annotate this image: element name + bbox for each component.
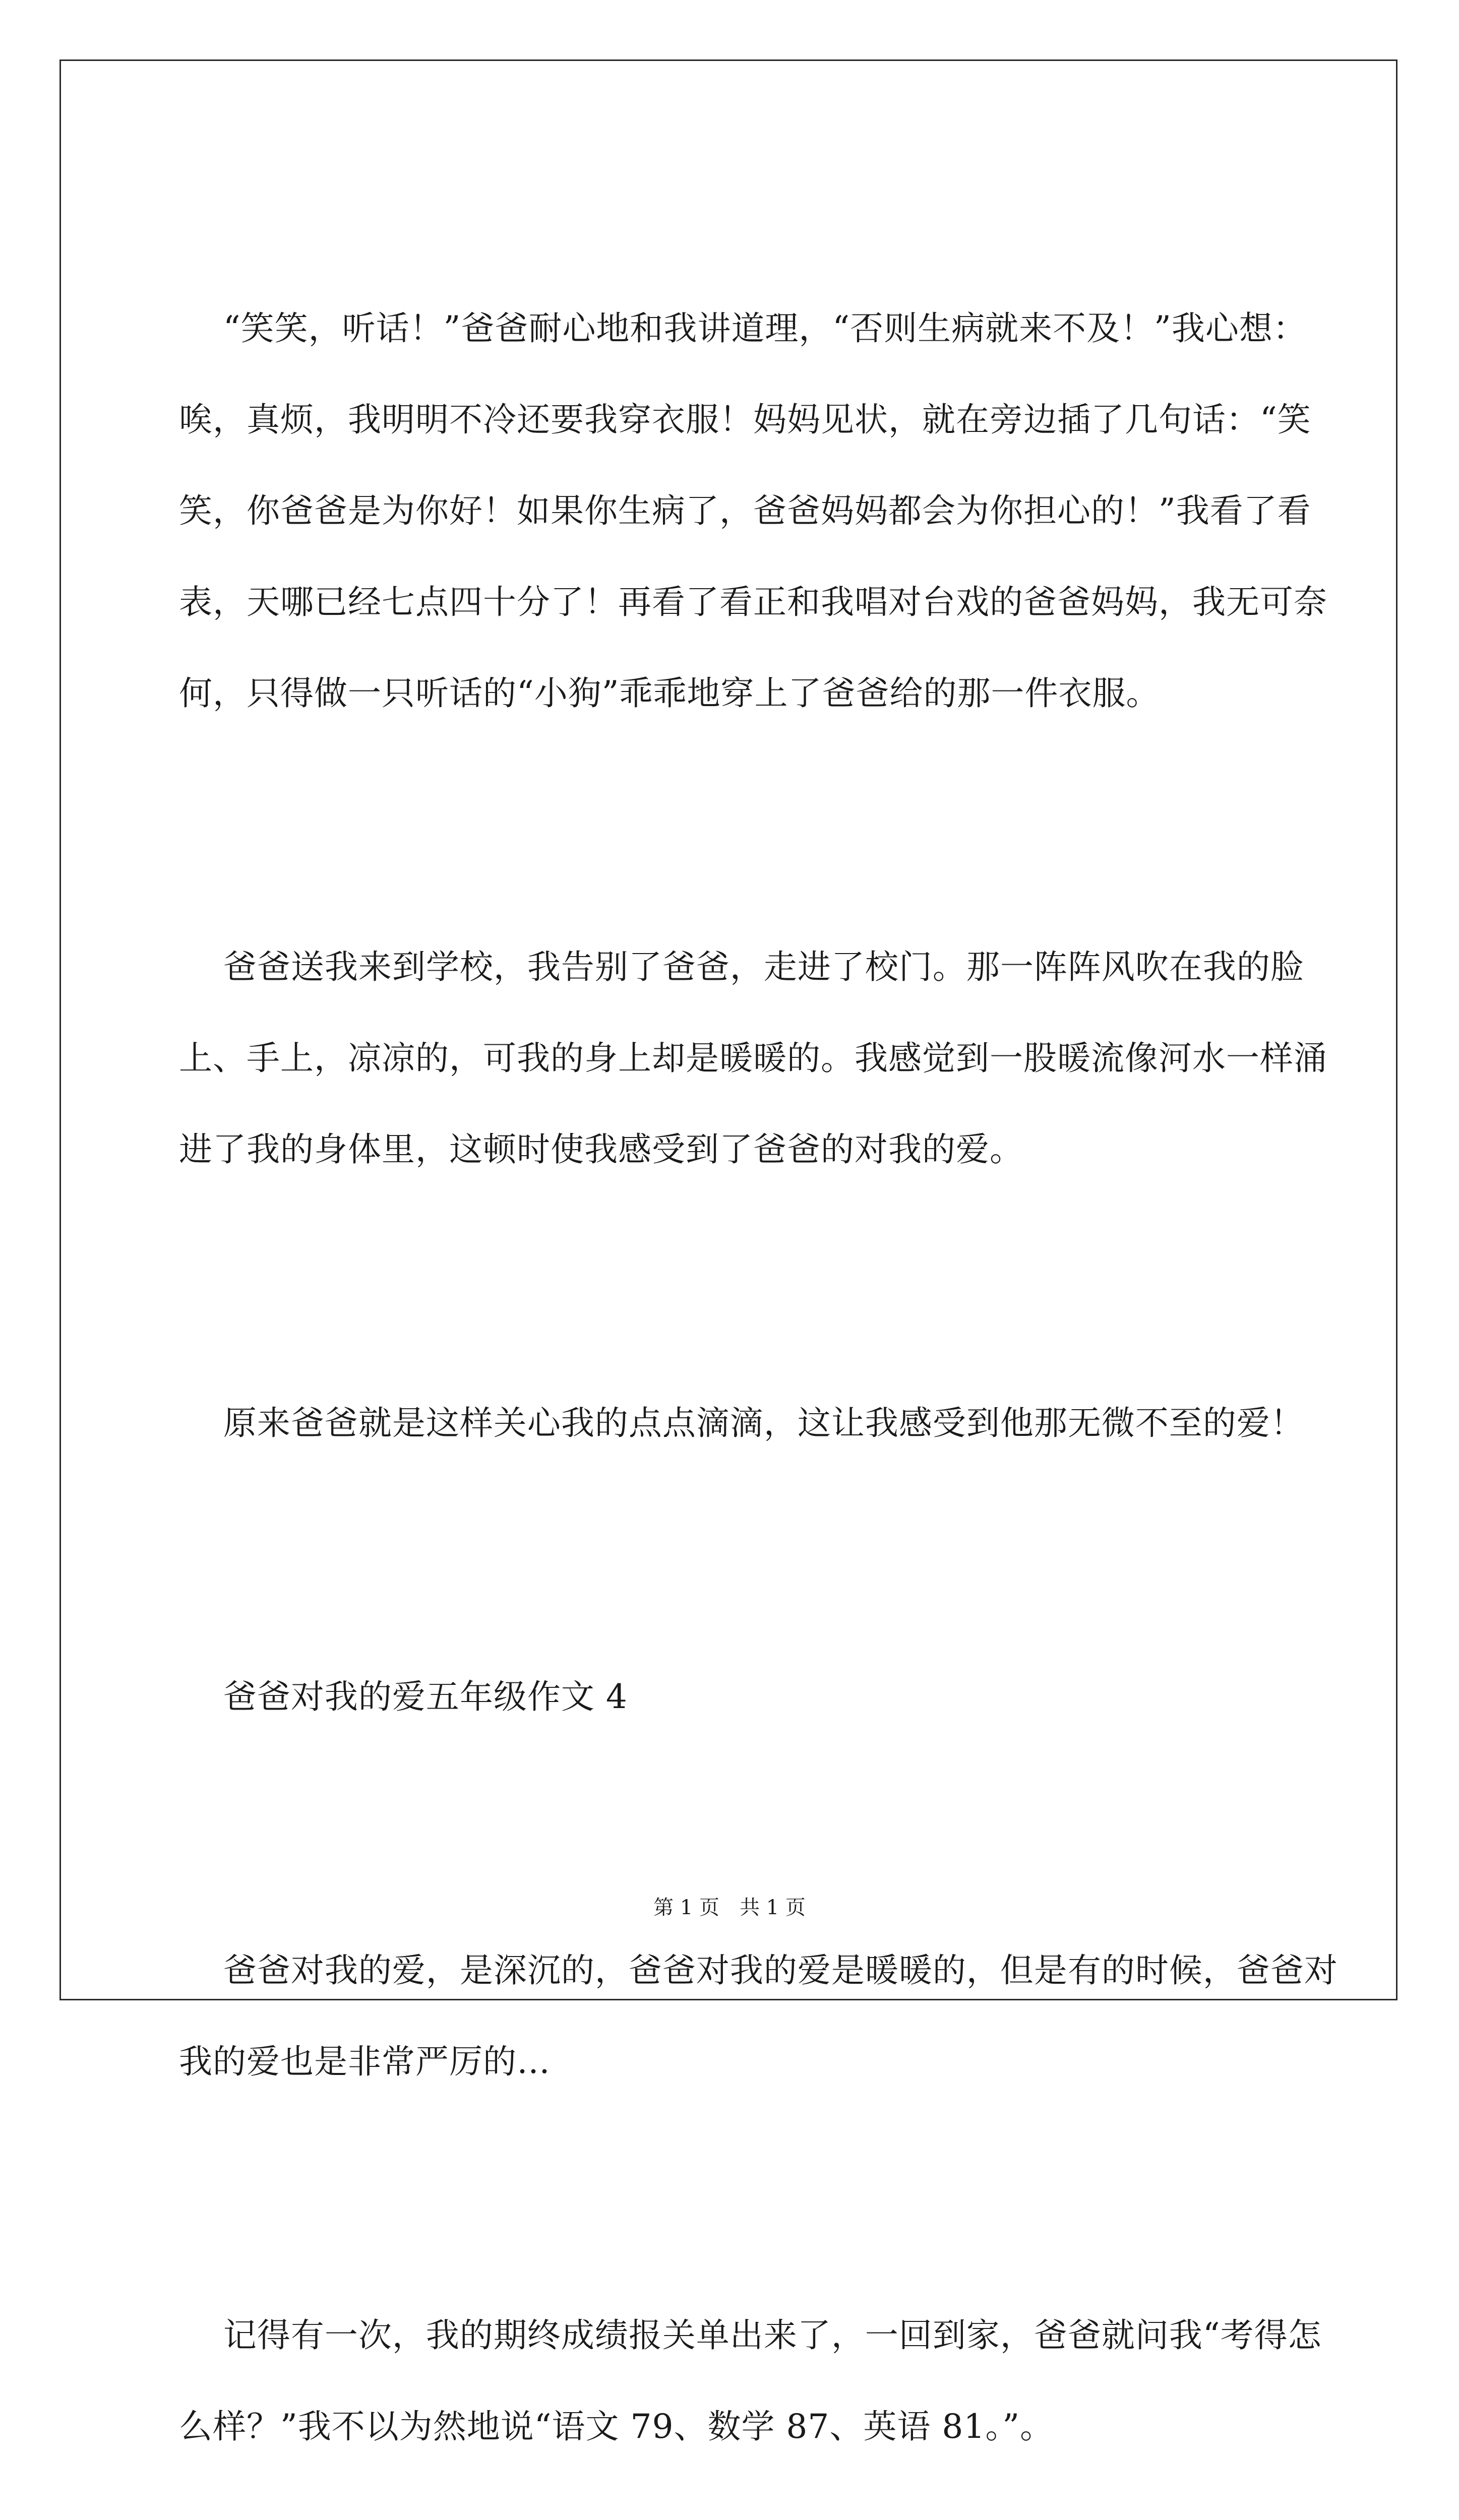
paragraph-4-text: 爸爸对我的爱，是深沉的，爸爸对我的爱是暖暖的，但是有的时候，爸爸对我的爱也是非常严厉的… xyxy=(179,1951,1338,2081)
paragraph-2-text: 爸爸送我来到学校，我告别了爸爸，走进了校门。那一阵阵风吹在我的脸上、手上，凉凉的，可我的身上却是暖暖的。我感觉到一股暖流像河水一样涌进了我的身体里，这顿时使我感受到了爸爸的对我的爱。 xyxy=(179,948,1327,1169)
paragraph-1-text: “笑笑，听话！”爸爸耐心地和我讲道理，“否则生病就来不及！”我心想：唉，真烦，我明明不冷还要我穿衣服！妈妈见状，就在旁边插了几句话：“笑笑，你爸爸是为你好！如果你生病了，爸爸妈妈都会为你担心的！”我看了看表，天哪已经七点四十分了！再看了看正和我唱对台戏的爸爸妈妈，我无可奈何，只得做一只听话的“小狗”乖乖地穿上了爸爸给的那一件衣服。 xyxy=(179,309,1327,713)
section-heading-text: 爸爸对我的爱五年级作文 4 xyxy=(223,1677,628,1716)
page-footer xyxy=(0,1895,1459,1920)
paragraph-4 xyxy=(179,1834,1339,2198)
paragraph-3-text: 原来爸爸就是这样关心我的点点滴滴，这让我感受到他那无微不至的爱！ xyxy=(223,1404,1304,1442)
paragraph-5 xyxy=(179,2198,1339,2520)
page-total: 共 1 页 xyxy=(740,1896,806,1919)
page-number: 第 1 页 xyxy=(653,1896,719,1919)
paragraph-2 xyxy=(179,830,1339,1286)
section-heading xyxy=(179,1560,1339,1834)
paragraph-1 xyxy=(179,192,1339,830)
paragraph-5-text: 记得有一次，我的期终成绩报关单出来了，一回到家，爸爸就问我“考得怎么样？”我不以为然地说“语文 79、数学 87、英语 81。”。 xyxy=(179,2316,1322,2446)
paragraph-3 xyxy=(179,1286,1339,1560)
document-body xyxy=(179,192,1339,2520)
